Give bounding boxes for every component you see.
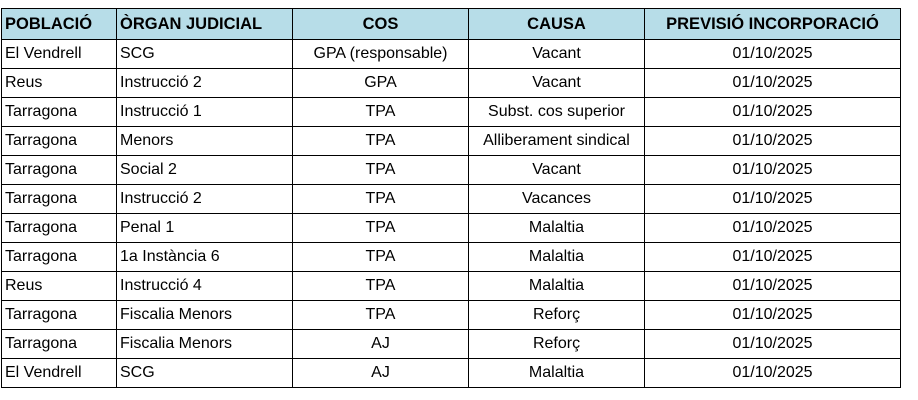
table-container xyxy=(1,8,901,388)
table-row xyxy=(2,69,901,98)
poblacio-cell: Reus xyxy=(2,272,117,301)
poblacio-cell: Tarragona xyxy=(2,98,117,127)
column-header-poblacio: POBLACIÓ xyxy=(2,9,117,40)
organ-judicial-cell: SCG xyxy=(117,359,293,388)
organ-judicial-cell: Instrucció 2 xyxy=(117,69,293,98)
causa-cell: Subst. cos superior xyxy=(469,98,645,127)
poblacio-cell: El Vendrell xyxy=(2,359,117,388)
causa-cell: Reforç xyxy=(469,301,645,330)
table-row xyxy=(2,330,901,359)
column-header-previsio-incorporacio: PREVISIÓ INCORPORACIÓ xyxy=(645,9,901,40)
organ-judicial-cell: Social 2 xyxy=(117,156,293,185)
causa-cell: Malaltia xyxy=(469,214,645,243)
organ-judicial-cell: Instrucció 1 xyxy=(117,98,293,127)
organ-judicial-cell: Fiscalia Menors xyxy=(117,301,293,330)
previsio-cell: 01/10/2025 xyxy=(645,359,901,388)
column-header-cos: COS xyxy=(293,9,469,40)
table-row xyxy=(2,156,901,185)
column-header-organ-judicial: ÒRGAN JUDICIAL xyxy=(117,9,293,40)
cos-cell: TPA xyxy=(293,272,469,301)
causa-cell: Vacant xyxy=(469,40,645,69)
causa-cell: Vacances xyxy=(469,185,645,214)
organ-judicial-cell: 1a Instància 6 xyxy=(117,243,293,272)
poblacio-cell: Tarragona xyxy=(2,185,117,214)
previsio-cell: 01/10/2025 xyxy=(645,98,901,127)
causa-cell: Malaltia xyxy=(469,243,645,272)
cos-cell: TPA xyxy=(293,127,469,156)
causa-cell: Malaltia xyxy=(469,272,645,301)
cos-cell: AJ xyxy=(293,330,469,359)
poblacio-cell: Tarragona xyxy=(2,127,117,156)
table-row xyxy=(2,243,901,272)
organ-judicial-cell: Penal 1 xyxy=(117,214,293,243)
table-row xyxy=(2,127,901,156)
cos-cell: GPA (responsable) xyxy=(293,40,469,69)
poblacio-cell: Tarragona xyxy=(2,214,117,243)
organ-judicial-cell: SCG xyxy=(117,40,293,69)
previsio-cell: 01/10/2025 xyxy=(645,40,901,69)
poblacio-cell: Reus xyxy=(2,69,117,98)
column-header-causa: CAUSA xyxy=(469,9,645,40)
previsio-cell: 01/10/2025 xyxy=(645,214,901,243)
organ-judicial-cell: Instrucció 2 xyxy=(117,185,293,214)
causa-cell: Vacant xyxy=(469,69,645,98)
causa-cell: Alliberament sindical xyxy=(469,127,645,156)
causa-cell: Vacant xyxy=(469,156,645,185)
organ-judicial-cell: Fiscalia Menors xyxy=(117,330,293,359)
table-row xyxy=(2,185,901,214)
cos-cell: AJ xyxy=(293,359,469,388)
cos-cell: TPA xyxy=(293,301,469,330)
cos-cell: TPA xyxy=(293,243,469,272)
table-row xyxy=(2,272,901,301)
table-row xyxy=(2,359,901,388)
poblacio-cell: El Vendrell xyxy=(2,40,117,69)
causa-cell: Malaltia xyxy=(469,359,645,388)
previsio-cell: 01/10/2025 xyxy=(645,272,901,301)
causa-cell: Reforç xyxy=(469,330,645,359)
previsio-cell: 01/10/2025 xyxy=(645,330,901,359)
table-row xyxy=(2,301,901,330)
poblacio-cell: Tarragona xyxy=(2,243,117,272)
header-row xyxy=(2,9,901,40)
cos-cell: GPA xyxy=(293,69,469,98)
previsio-cell: 01/10/2025 xyxy=(645,185,901,214)
previsio-cell: 01/10/2025 xyxy=(645,69,901,98)
organ-judicial-cell: Menors xyxy=(117,127,293,156)
table-row xyxy=(2,98,901,127)
poblacio-cell: Tarragona xyxy=(2,156,117,185)
poblacio-cell: Tarragona xyxy=(2,330,117,359)
poblacio-cell: Tarragona xyxy=(2,301,117,330)
previsio-cell: 01/10/2025 xyxy=(645,301,901,330)
previsio-cell: 01/10/2025 xyxy=(645,243,901,272)
previsio-cell: 01/10/2025 xyxy=(645,156,901,185)
table-row xyxy=(2,40,901,69)
previsio-cell: 01/10/2025 xyxy=(645,127,901,156)
cos-cell: TPA xyxy=(293,214,469,243)
cos-cell: TPA xyxy=(293,98,469,127)
cos-cell: TPA xyxy=(293,156,469,185)
staffing-table xyxy=(1,8,901,388)
organ-judicial-cell: Instrucció 4 xyxy=(117,272,293,301)
cos-cell: TPA xyxy=(293,185,469,214)
table-row xyxy=(2,214,901,243)
table-body xyxy=(2,40,901,388)
